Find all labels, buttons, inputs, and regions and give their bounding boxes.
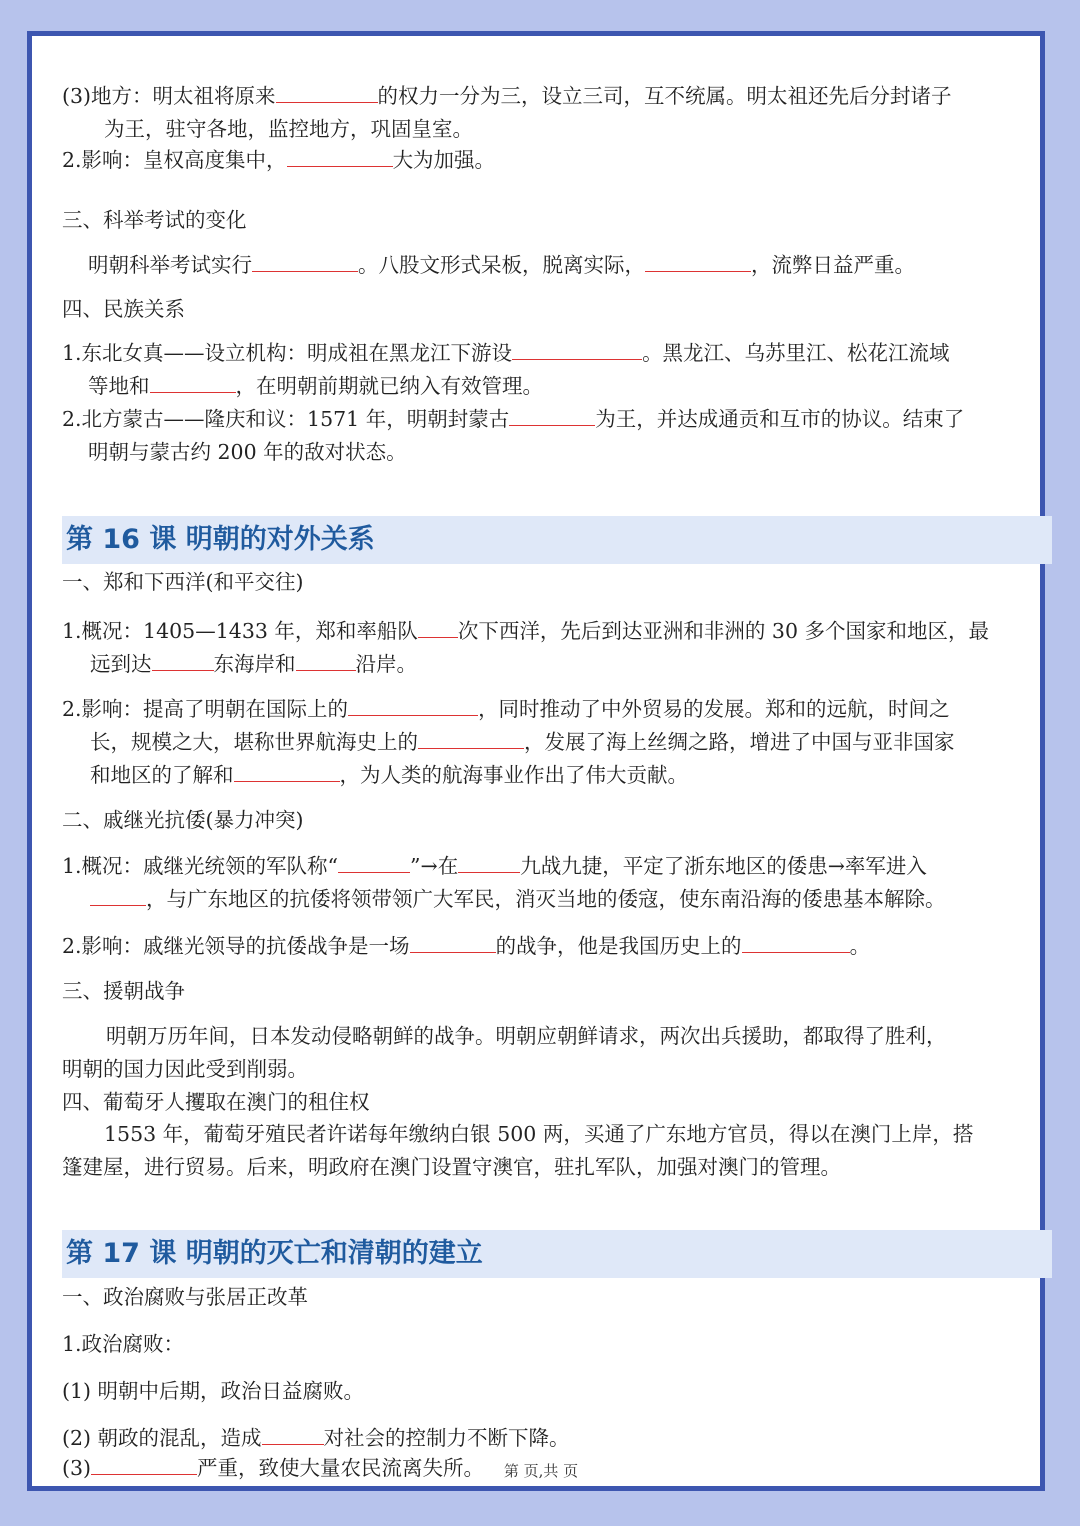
answer-blank	[742, 934, 850, 953]
section-heading: 一、郑和下西洋(和平交往)	[62, 570, 304, 594]
text-line: 1553 年，葡萄牙殖民者许诺每年缴纳白银 500 两，买通了广东地方官员，得以在澳门上岸，搭	[104, 1122, 974, 1146]
text-line: 1.概况：戚继光统领的军队称“ ”→在 九战九捷，平定了浙东地区的倭患→率军进入	[62, 854, 927, 878]
text-line: 明朝科举考试实行 。八股文形式呆板，脱离实际， ，流弊日益严重。	[88, 253, 915, 277]
answer-blank	[418, 730, 524, 749]
text-line: 等地和 ，在明朝前期就已纳入有效管理。	[88, 374, 543, 398]
answer-blank	[152, 652, 214, 671]
answer-blank	[296, 652, 356, 671]
answer-blank	[512, 341, 642, 360]
text-line: (3) 严重，致使大量农民流离失所。	[62, 1456, 485, 1480]
answer-blank	[90, 887, 146, 906]
answer-blank	[234, 763, 340, 782]
text-line: 明朝万历年间，日本发动侵略朝鲜的战争。明朝应朝鲜请求，两次出兵援助，都取得了胜利，	[106, 1024, 947, 1048]
text-line: 1.概况：1405—1433 年，郑和率船队 次下西洋，先后到达亚洲和非洲的 30 多个国家和地区，最	[62, 619, 990, 643]
text-line: (3)地方：明太祖将原来 的权力一分为三，设立三司，互不统属。明太祖还先后分封诸子	[62, 84, 952, 108]
lesson-17-title: 第 17 课 明朝的灭亡和清朝的建立	[62, 1230, 1052, 1278]
text-line: 2.影响：提高了明朝在国际上的 ，同时推动了中外贸易的发展。郑和的远航，时间之	[62, 697, 950, 721]
answer-blank	[645, 253, 751, 272]
text-line: ，与广东地区的抗倭将领带领广大军民，消灭当地的倭寇，使东南沿海的倭患基本解除。	[90, 885, 946, 913]
section-heading: 三、援朝战争	[62, 979, 185, 1003]
answer-blank	[252, 253, 358, 272]
answer-blank	[410, 934, 496, 953]
answer-blank	[338, 854, 410, 873]
page-frame	[27, 31, 1045, 1491]
section-heading: 一、政治腐败与张居正改革	[62, 1285, 308, 1309]
section-heading: 三、科举考试的变化	[62, 208, 247, 232]
answer-blank	[418, 619, 458, 638]
page-footer: 第 页,共 页	[503, 1462, 579, 1480]
section-heading: 四、葡萄牙人攫取在澳门的租住权	[62, 1090, 370, 1114]
answer-blank	[150, 374, 236, 393]
text-line: 1.政治腐败：	[62, 1332, 185, 1356]
answer-blank	[287, 148, 393, 167]
text-line: 为王，驻守各地，监控地方，巩固皇室。	[104, 117, 473, 141]
text-line: 2.影响：皇权高度集中， 大为加强。	[62, 148, 496, 172]
text-line: 长，规模之大，堪称世界航海史上的 ，发展了海上丝绸之路，增进了中国与亚非国家	[90, 730, 955, 754]
text-line: 明朝与蒙古约 200 年的敌对状态。	[88, 440, 407, 464]
text-line: (2) 朝政的混乱，造成 对社会的控制力不断下降。	[62, 1426, 570, 1450]
text-line: 篷建屋，进行贸易。后来，明政府在澳门设置守澳官，驻扎军队，加强对澳门的管理。	[62, 1155, 841, 1179]
answer-blank	[458, 854, 520, 873]
text-line: 2.影响：戚继光领导的抗倭战争是一场 的战争，他是我国历史上的 。	[62, 934, 871, 958]
text-line: 远到达 东海岸和 沿岸。	[90, 652, 417, 676]
answer-blank	[276, 84, 378, 103]
text-line: (1) 明朝中后期，政治日益腐败。	[62, 1379, 365, 1403]
answer-blank	[509, 407, 595, 426]
answer-blank	[262, 1426, 324, 1445]
section-heading: 四、民族关系	[62, 297, 185, 321]
lesson-16-title: 第 16 课 明朝的对外关系	[62, 516, 1052, 564]
section-heading: 二、戚继光抗倭(暴力冲突)	[62, 808, 304, 832]
text-line: 1.东北女真——设立机构：明成祖在黑龙江下游设 。黑龙江、乌苏里江、松花江流域	[62, 341, 950, 365]
text-line: 明朝的国力因此受到削弱。	[62, 1057, 308, 1081]
answer-blank	[348, 697, 478, 716]
text-line: 和地区的了解和 ，为人类的航海事业作出了伟大贡献。	[90, 763, 688, 787]
text-line: 2.北方蒙古——隆庆和议：1571 年，明朝封蒙古 为王，并达成通贡和互市的协议。结束了	[62, 407, 965, 431]
